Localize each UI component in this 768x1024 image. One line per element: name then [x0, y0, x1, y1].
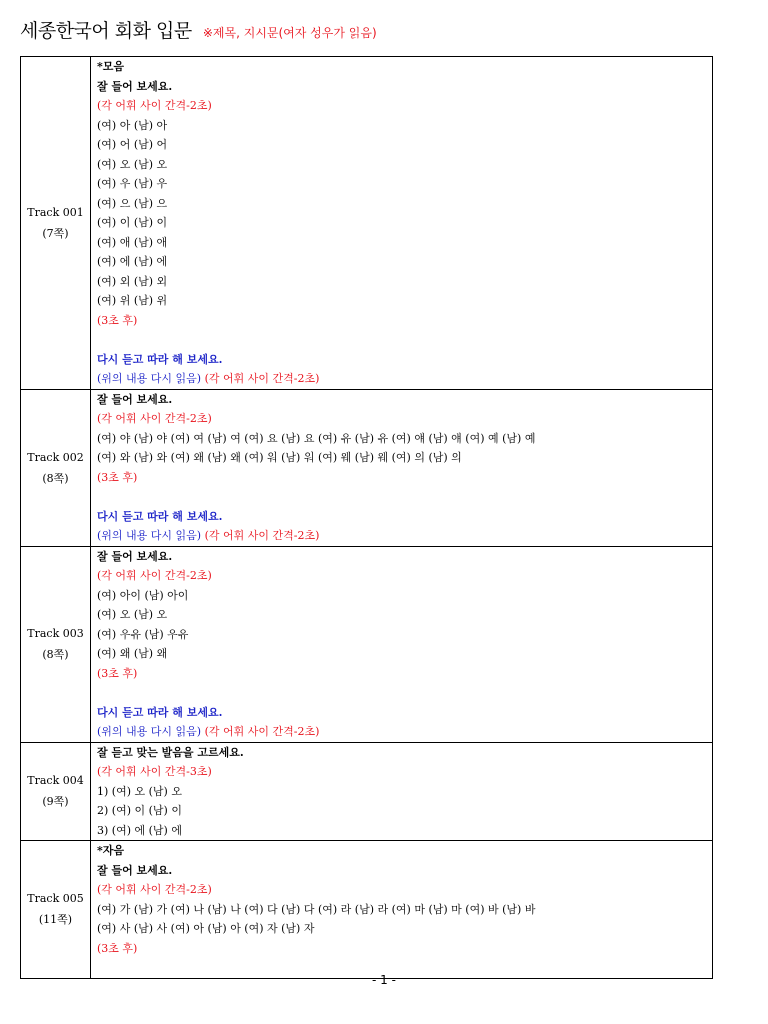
- script-line: (여) 에 (남) 에: [97, 255, 168, 268]
- instruction-line: *자음: [97, 844, 125, 857]
- reread-instruction: [97, 526, 710, 546]
- track-table-body: [21, 57, 713, 979]
- track-label-cell: [21, 841, 91, 979]
- timing-note: (3초 후): [97, 666, 138, 680]
- document-note: ※제목, 지시문(여자 성우가 읽음): [202, 26, 377, 40]
- track-row: [21, 841, 713, 979]
- document-title: 세종한국어 회화 입문: [20, 20, 192, 42]
- timing-note: (각 어휘 사이 간격-2초): [97, 883, 212, 896]
- script-line: (여) 으 (남) 으: [97, 196, 168, 210]
- blank-line: [97, 683, 710, 703]
- instruction-line: *모음: [97, 60, 125, 73]
- script-line: (여) 우 (남) 우: [97, 177, 168, 190]
- reread-note: (위의 내용 다시 읽음): [97, 725, 205, 738]
- instruction-line: 잘 듣고 맞는 발음을 고르세요.: [97, 745, 244, 759]
- timing-note: (3초 후): [97, 941, 138, 955]
- script-line: (여) 아이 (남) 아이: [97, 588, 189, 602]
- blank-line: [97, 487, 710, 507]
- track-label-cell: [21, 389, 91, 546]
- interval-note: (각 어휘 사이 간격-2초): [204, 372, 320, 385]
- track-page-ref: (11쪽): [38, 913, 73, 927]
- repeat-instruction: 다시 듣고 따라 해 보세요.: [97, 352, 223, 366]
- track-row: [21, 389, 713, 546]
- timing-note: (3초 후): [97, 313, 138, 327]
- script-line: (여) 아 (남) 아: [97, 118, 168, 132]
- blank-line: [97, 330, 710, 350]
- track-row: [21, 546, 713, 742]
- track-number: Track 004: [27, 774, 84, 788]
- interval-note: (각 어휘 사이 간격-2초): [204, 529, 320, 542]
- script-line: (여) 가 (남) 가 (여) 나 (남) 나 (여) 다 (남) 다 (여) 라 (남) 라 (여) 마 (남) 마 (여) 바 (남) 바: [97, 902, 536, 916]
- timing-note: (각 어휘 사이 간격-2초): [97, 99, 212, 112]
- track-content-cell: [91, 57, 713, 390]
- timing-note: (각 어휘 사이 간격-3초): [97, 765, 212, 778]
- script-line: 3) (여) 에 (남) 에: [97, 823, 182, 837]
- track-page-ref: (8쪽): [42, 648, 69, 661]
- track-page-ref: (7쪽): [42, 226, 69, 240]
- timing-note: (3초 후): [97, 470, 138, 484]
- timing-note: (각 어휘 사이 간격-2초): [97, 569, 212, 582]
- document-header: [20, 16, 377, 43]
- track-row: [21, 742, 713, 841]
- script-line: (여) 오 (남) 오: [97, 157, 168, 171]
- script-line: (여) 사 (남) 사 (여) 아 (남) 아 (여) 자 (남) 자: [97, 922, 315, 935]
- script-line: (여) 오 (남) 오: [97, 608, 168, 621]
- track-content-cell: [91, 546, 713, 742]
- script-line: (여) 어 (남) 어: [97, 138, 168, 151]
- script-line: (여) 애 (남) 애: [97, 235, 168, 249]
- instruction-line: 잘 들어 보세요.: [97, 392, 173, 406]
- track-content-cell: [91, 389, 713, 546]
- instruction-line: 잘 들어 보세요.: [97, 549, 173, 563]
- reread-instruction: [97, 722, 710, 742]
- reread-instruction: [97, 369, 710, 389]
- track-number: Track 005: [27, 892, 84, 906]
- track-script-table: [20, 56, 713, 979]
- instruction-line: 잘 들어 보세요.: [97, 79, 173, 93]
- script-line: (여) 우유 (남) 우유: [97, 627, 189, 641]
- timing-note: (각 어휘 사이 간격-2초): [97, 412, 212, 425]
- track-row: [21, 57, 713, 390]
- script-line: (여) 왜 (남) 왜: [97, 647, 168, 660]
- track-content-cell: [91, 841, 713, 979]
- script-line: (여) 야 (남) 야 (여) 여 (남) 여 (여) 요 (남) 요 (여) 유 (남) 유 (여) 얘 (남) 얘 (여) 예 (남) 예: [97, 431, 536, 445]
- reread-note: (위의 내용 다시 읽음): [97, 372, 205, 385]
- track-number: Track 001: [27, 205, 84, 219]
- instruction-line: 잘 들어 보세요.: [97, 863, 173, 877]
- track-label-cell: [21, 546, 91, 742]
- script-line: 2) (여) 이 (남) 이: [97, 804, 182, 817]
- script-line: (여) 외 (남) 외: [97, 274, 168, 288]
- interval-note: (각 어휘 사이 간격-2초): [204, 725, 320, 738]
- track-label-cell: [21, 57, 91, 390]
- track-label-cell: [21, 742, 91, 841]
- repeat-instruction: 다시 듣고 따라 해 보세요.: [97, 509, 223, 523]
- script-line: 1) (여) 오 (남) 오: [97, 784, 182, 798]
- page-number: - 1 -: [372, 973, 396, 987]
- reread-note: (위의 내용 다시 읽음): [97, 529, 205, 542]
- script-line: (여) 이 (남) 이: [97, 216, 168, 229]
- script-line: (여) 와 (남) 와 (여) 왜 (남) 왜 (여) 워 (남) 워 (여) 웨 (남) 웨 (여) 의 (남) 의: [97, 451, 462, 464]
- track-number: Track 002: [27, 450, 84, 464]
- script-line: (여) 위 (남) 위: [97, 294, 168, 307]
- track-number: Track 003: [27, 627, 84, 640]
- repeat-instruction: 다시 듣고 따라 해 보세요.: [97, 705, 223, 719]
- track-page-ref: (9쪽): [42, 795, 69, 809]
- track-page-ref: (8쪽): [42, 471, 69, 485]
- track-content-cell: [91, 742, 713, 841]
